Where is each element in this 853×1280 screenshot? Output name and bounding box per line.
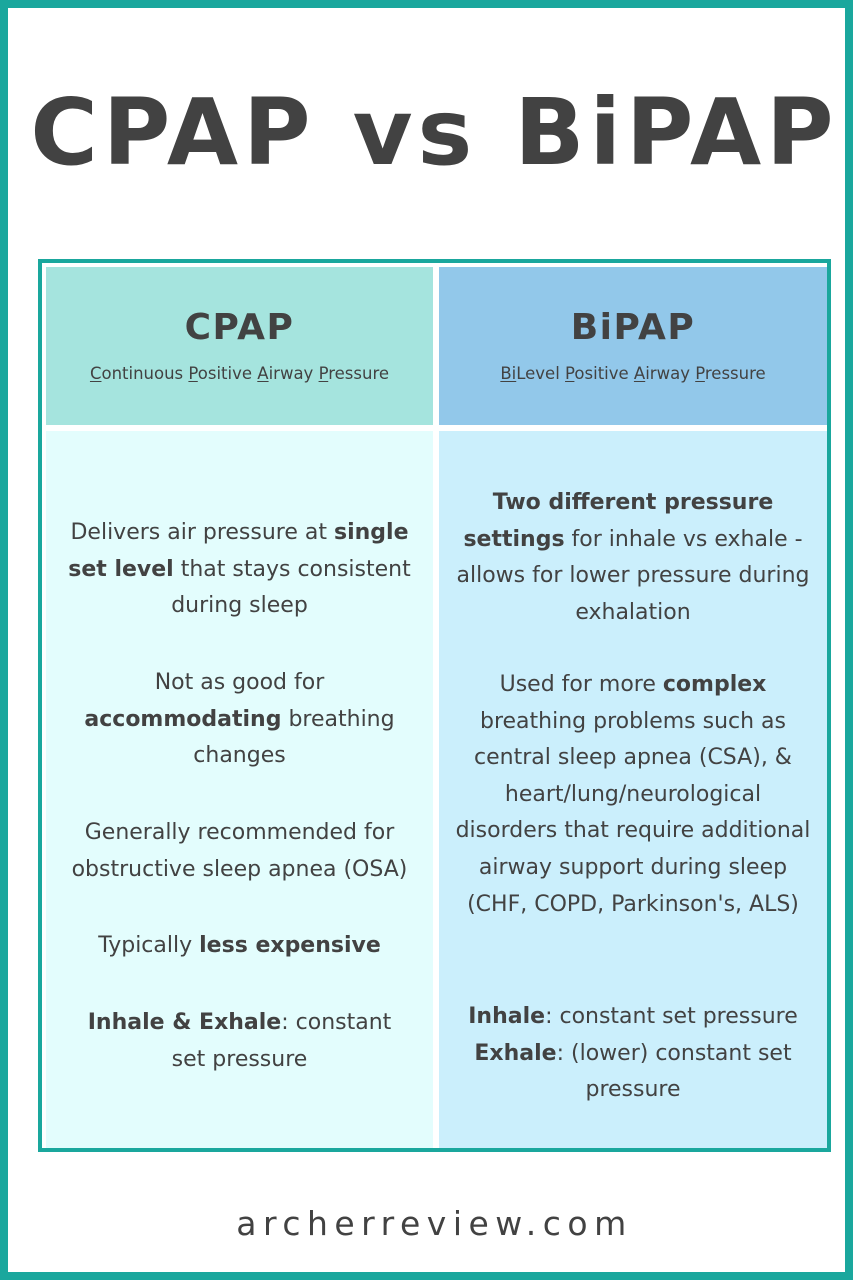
cpap-point-2: Not as good for accommodating breathing changes [84, 670, 395, 769]
bipap-title: BiPAP [570, 307, 696, 348]
bipap-subtitle: BiLevel Positive Airway Pressure [500, 364, 766, 383]
cpap-point-1: Delivers air pressure at single set level that stays consistent during sleep [68, 520, 411, 619]
page-title: CPAP vs BiPAP [30, 79, 839, 186]
site-url: archerreview.com [236, 1204, 633, 1243]
cpap-point-3: Generally recommended for obstructive sleep apnea (OSA) [71, 820, 408, 882]
cpap-point-4: Typically less expensive [98, 933, 381, 958]
cpap-point-5: Inhale & Exhale: constant set pressure [87, 1010, 392, 1072]
cpap-body [46, 431, 433, 1148]
bipap-point-2: Used for more complex breathing problems such as central sleep apnea (CSA), & heart/lung/neurological disorders that require additional airway support during sleep (CHF, COPD, Parkinson's, ALS) [455, 672, 811, 917]
cpap-header [46, 267, 433, 425]
bipap-point-1: Two different pressure settings for inhale vs exhale - allows for lower pressure during exhalation [456, 490, 810, 625]
cpap-title: CPAP [184, 307, 295, 348]
bipap-point-3: Inhale: constant set pressure Exhale: (lower) constant set pressure [468, 1004, 798, 1103]
cpap-subtitle: Continuous Positive Airway Pressure [89, 364, 390, 383]
bipap-body [439, 431, 827, 1148]
bipap-header [439, 267, 827, 425]
comparison-table [38, 259, 831, 1152]
